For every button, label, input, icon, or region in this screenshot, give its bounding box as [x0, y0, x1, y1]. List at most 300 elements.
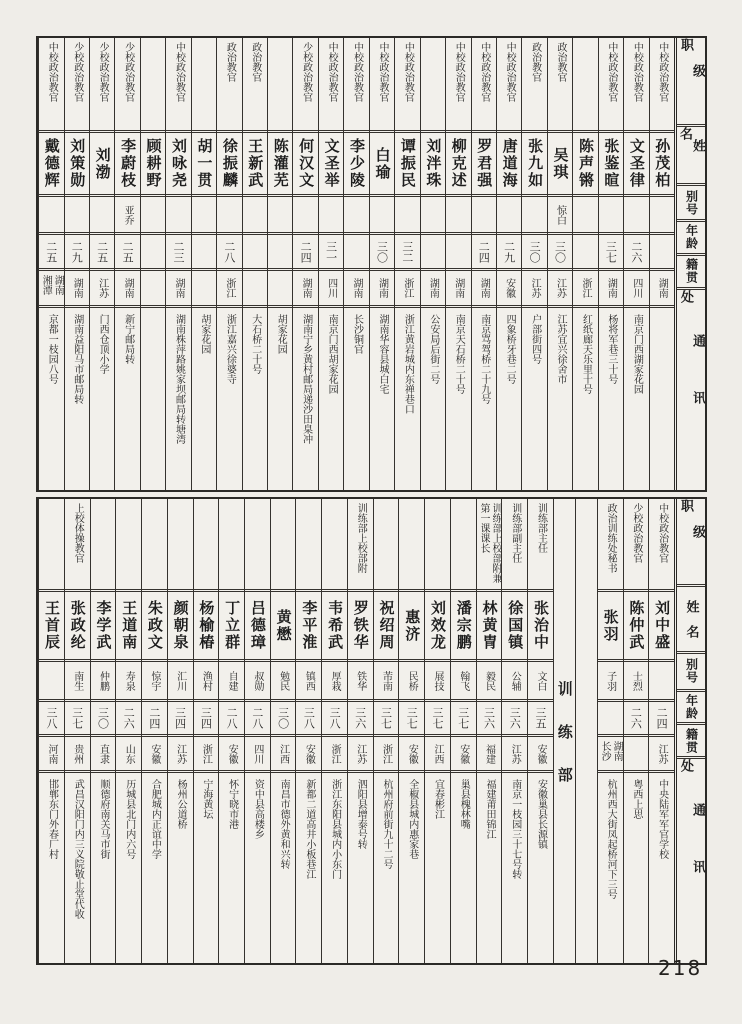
person-name-cell: 刘中盛 — [649, 592, 674, 662]
person-alias-cell — [472, 197, 496, 235]
person-origin-cell: 湖南 — [446, 271, 470, 308]
person-address-cell: 安徽巢县长源镇 — [535, 779, 547, 849]
person-address-cell: 新都二道高井小板巷江 — [303, 779, 315, 879]
person-rank-cell — [141, 38, 165, 133]
person-age-cell: 三七 — [599, 235, 623, 271]
header-column — [674, 499, 705, 963]
person-alias-cell: 渔村 — [194, 662, 219, 702]
person-age-cell: 三六 — [348, 702, 373, 737]
person-alias-cell: 仲鹏 — [91, 662, 116, 702]
person-column-17 — [244, 499, 270, 963]
person-name-cell: 刘渤 — [90, 133, 114, 197]
person-age-cell: 二六 — [624, 702, 649, 737]
person-alias-cell — [649, 662, 674, 702]
person-name-cell: 潘宗鹏 — [451, 592, 476, 662]
person-name-cell: 张九如 — [522, 133, 546, 197]
person-address-cell: 南京门西胡家花园 — [326, 314, 338, 394]
person-alias-cell — [141, 197, 165, 235]
header-origin-label: 籍贯 — [677, 725, 705, 759]
person-rank-cell: 政治教官 — [217, 38, 241, 133]
person-origin-cell: 四川 — [624, 271, 648, 308]
person-rank-cell: 中校政治教官 — [370, 38, 394, 133]
person-column-22 — [115, 499, 141, 963]
person-age-cell — [573, 235, 597, 271]
person-name-cell: 徐国镇 — [502, 592, 527, 662]
person-rank-cell: 上校体操教官 — [65, 499, 90, 592]
person-name-cell: 林黄冑 — [477, 592, 502, 662]
person-origin-cell: 浙江 — [322, 737, 347, 773]
header-age-label: 年龄 — [677, 692, 705, 725]
person-address-cell: 杨将军巷三十号 — [605, 314, 617, 384]
person-column-2 — [623, 499, 649, 963]
person-age-cell: 三四 — [194, 702, 219, 737]
person-alias-cell — [39, 197, 63, 235]
person-age-cell — [268, 235, 292, 271]
person-column-17 — [242, 38, 267, 490]
person-alias-cell: 士烈 — [624, 662, 649, 702]
person-origin-cell: 湖南 — [115, 271, 139, 308]
person-age-cell: 三〇 — [370, 235, 394, 271]
person-address-cell — [141, 308, 165, 490]
person-alias-cell: 惊宇 — [142, 662, 167, 702]
person-address-cell: 浙江黄岩城内东禅巷口 — [402, 314, 414, 414]
person-origin-cell: 安徽 — [528, 737, 553, 773]
person-age-cell — [421, 235, 445, 271]
person-origin-cell: 贵州 — [65, 737, 90, 773]
header-origin-label: 籍贯 — [677, 256, 705, 291]
roster-table-bottom — [36, 497, 707, 965]
person-origin-cell: 湖南 — [421, 271, 445, 308]
person-rank-cell — [91, 499, 116, 592]
person-rank-cell: 中校政治教官 — [166, 38, 190, 133]
person-origin-cell — [192, 271, 216, 308]
person-rank-cell: 中校政治教官 — [599, 38, 623, 133]
person-address-cell: 四象桥牙巷二号 — [504, 314, 516, 384]
person-rank-cell: 政治教官 — [243, 38, 267, 133]
person-age-cell: 三〇 — [271, 702, 296, 737]
person-age-cell: 三六 — [477, 702, 502, 737]
person-alias-cell: 展技 — [425, 662, 450, 702]
person-column-20 — [165, 38, 190, 490]
person-name-cell: 祝绍周 — [374, 592, 399, 662]
person-address-cell: 南昌市德外黄和兴转 — [278, 779, 290, 869]
person-name-cell: 刘咏尧 — [166, 133, 190, 197]
person-age-cell: 二五 — [115, 235, 139, 271]
person-column-10 — [424, 499, 450, 963]
person-origin-cell: 浙江 — [395, 271, 419, 308]
person-age-cell: 三七 — [425, 702, 450, 737]
person-column-7 — [501, 499, 527, 963]
person-name-cell: 朱政文 — [142, 592, 167, 662]
person-age-cell: 三〇 — [548, 235, 572, 271]
person-name-cell: 李少陵 — [344, 133, 368, 197]
person-address-cell: 新宁邮局转 — [122, 314, 134, 364]
person-rank-cell — [271, 499, 296, 592]
person-column-21 — [141, 499, 167, 963]
person-alias-cell — [370, 197, 394, 235]
person-age-cell: 三七 — [399, 702, 424, 737]
person-name-cell: 柳克述 — [446, 133, 470, 197]
person-rank-cell: 少校政治教官 — [65, 38, 89, 133]
person-address-cell: 杭州西大街凤起桥河下三号 — [605, 779, 617, 899]
person-name-cell: 李平淮 — [296, 592, 321, 662]
person-rank-cell: 训练部主任 — [528, 499, 553, 592]
person-age-cell: 二八 — [219, 702, 244, 737]
person-age-cell: 二九 — [65, 235, 89, 271]
person-origin-cell: 安徽 — [399, 737, 424, 773]
person-name-cell: 张治中 — [528, 592, 553, 662]
person-alias-cell — [522, 197, 546, 235]
person-alias-cell: 亚乔 — [115, 197, 139, 235]
person-name-cell: 白瑜 — [370, 133, 394, 197]
person-address-cell: 长沙铜官 — [351, 314, 363, 354]
person-alias-cell: 翰飞 — [451, 662, 476, 702]
person-column-4 — [572, 38, 597, 490]
person-age-cell: 三〇 — [91, 702, 116, 737]
person-rank-cell: 中校政治教官 — [395, 38, 419, 133]
person-name-cell: 孙茂柏 — [650, 133, 674, 197]
person-origin-cell: 湖南 — [370, 271, 394, 308]
person-alias-cell — [217, 197, 241, 235]
person-alias-cell — [421, 197, 445, 235]
person-address-cell: 粤西上思 — [630, 779, 642, 819]
person-address-cell: 顺德府南关马市街 — [97, 779, 109, 859]
person-name-cell: 戴德辉 — [39, 133, 63, 197]
person-age-cell: 三五 — [528, 702, 553, 737]
person-rank-cell: 训练部上校部附兼第一课课长 — [477, 499, 502, 592]
person-origin-cell: 江苏 — [649, 737, 674, 773]
person-age-cell: 三八 — [322, 702, 347, 737]
person-origin-cell: 安徽 — [142, 737, 167, 773]
person-alias-cell: 公辅 — [502, 662, 527, 702]
person-name-cell: 韦希武 — [322, 592, 347, 662]
person-column-23 — [90, 499, 116, 963]
person-alias-cell — [65, 197, 89, 235]
person-age-cell — [446, 235, 470, 271]
person-name-cell: 徐振麟 — [217, 133, 241, 197]
person-rank-cell: 中校政治教官 — [472, 38, 496, 133]
person-column-11 — [394, 38, 419, 490]
person-age-cell — [650, 235, 674, 271]
person-name-cell: 吴琪 — [548, 133, 572, 197]
person-age-cell: 二四 — [472, 235, 496, 271]
page-number: 218 — [658, 956, 703, 980]
person-age-cell: 三四 — [168, 702, 193, 737]
person-origin-cell: 江西 — [425, 737, 450, 773]
person-name-cell: 刘效龙 — [425, 592, 450, 662]
person-alias-cell — [497, 197, 521, 235]
person-origin-cell: 江苏 — [348, 737, 373, 773]
person-alias-cell: 厚栽 — [322, 662, 347, 702]
person-address-cell: 浙江东阳县城内小东门 — [329, 779, 341, 879]
header-age-label: 年龄 — [677, 222, 705, 256]
person-origin-cell: 湖南 — [344, 271, 368, 308]
person-origin-cell: 湖南 — [65, 271, 89, 308]
person-age-cell: 二六 — [116, 702, 141, 737]
person-age-cell: 三七 — [374, 702, 399, 737]
person-alias-cell — [39, 662, 64, 702]
person-origin-cell: 山东 — [116, 737, 141, 773]
person-rank-cell — [219, 499, 244, 592]
person-name-cell: 陈灌芜 — [268, 133, 292, 197]
person-rank-cell: 中校政治教官 — [344, 38, 368, 133]
person-origin-cell — [243, 271, 267, 308]
person-origin-cell: 江苏 — [168, 737, 193, 773]
person-alias-cell — [166, 197, 190, 235]
person-age-cell: 二五 — [39, 235, 63, 271]
person-address-cell: 历城县北门内六号 — [123, 779, 135, 859]
person-origin-cell: 湖南 — [650, 271, 674, 308]
person-address-cell: 湖南华容县城白宅 — [376, 314, 388, 394]
person-age-cell — [598, 702, 623, 737]
person-column-13 — [343, 38, 368, 490]
person-origin-cell — [141, 271, 165, 308]
person-name-cell: 颜朝泉 — [168, 592, 193, 662]
person-address-cell: 杨州公道桥 — [175, 779, 187, 829]
person-origin-cell: 江西 — [271, 737, 296, 773]
person-address-cell: 合肥城内正谊中学 — [149, 779, 161, 859]
person-name-cell: 唐道海 — [497, 133, 521, 197]
person-rank-cell: 中校政治教官 — [39, 38, 63, 133]
person-column-7 — [496, 38, 521, 490]
person-rank-cell: 政治训练处秘书 — [598, 499, 623, 592]
person-rank-cell — [451, 499, 476, 592]
person-name-cell: 李学武 — [91, 592, 116, 662]
person-address-cell: 南京门西湖家花园 — [631, 314, 643, 394]
person-column-9 — [450, 499, 476, 963]
person-age-cell: 三八 — [39, 702, 64, 737]
person-rank-cell — [142, 499, 167, 592]
person-age-cell: 二四 — [142, 702, 167, 737]
person-column-1 — [648, 499, 674, 963]
person-origin-cell: 四川 — [245, 737, 270, 773]
person-alias-cell: 汇川 — [168, 662, 193, 702]
person-name-cell: 胡一贯 — [192, 133, 216, 197]
person-address-cell: 胡家花园 — [198, 314, 210, 354]
person-alias-cell — [344, 197, 368, 235]
person-alias-cell: 民桥 — [399, 662, 424, 702]
person-name-cell: 王新武 — [243, 133, 267, 197]
person-address-cell: 宜春彬江 — [432, 779, 444, 819]
person-name-cell: 谭振民 — [395, 133, 419, 197]
person-age-cell: 二八 — [245, 702, 270, 737]
person-name-cell: 刘策勋 — [65, 133, 89, 197]
person-address-cell: 户部街四号 — [529, 314, 541, 364]
person-alias-cell — [650, 197, 674, 235]
person-alias-cell: 自建 — [219, 662, 244, 702]
person-column-3 — [598, 38, 623, 490]
person-rank-cell: 中校政治教官 — [650, 38, 674, 133]
person-alias-cell — [319, 197, 343, 235]
person-address-cell: 怀宁晓市港 — [226, 779, 238, 829]
person-origin-cell: 浙江 — [217, 271, 241, 308]
person-address-cell: 全椒县城内惠家巷 — [406, 779, 418, 859]
person-column-15 — [292, 38, 317, 490]
person-name-cell: 文圣律 — [624, 133, 648, 197]
person-name-cell: 陈仲武 — [624, 592, 649, 662]
person-rank-cell: 少校政治教官 — [90, 38, 114, 133]
person-column-18 — [218, 499, 244, 963]
person-column-18 — [216, 38, 241, 490]
person-alias-cell: 子羽 — [598, 662, 623, 702]
person-age-cell: 二四 — [649, 702, 674, 737]
person-alias-cell: 镇西 — [296, 662, 321, 702]
person-rank-cell — [268, 38, 292, 133]
person-column-16 — [270, 499, 296, 963]
person-origin-cell: 江苏 — [522, 271, 546, 308]
person-origin-cell: 安徽 — [451, 737, 476, 773]
person-column-14 — [318, 38, 343, 490]
person-rank-cell — [296, 499, 321, 592]
person-column-8 — [471, 38, 496, 490]
person-origin-cell — [624, 737, 649, 773]
person-column-22 — [114, 38, 139, 490]
person-rank-cell — [425, 499, 450, 592]
person-rank-cell: 中校政治教官 — [446, 38, 470, 133]
person-column-25 — [38, 499, 64, 963]
person-origin-cell: 湖南 — [293, 271, 317, 308]
person-rank-cell — [399, 499, 424, 592]
person-alias-cell: 勉民 — [271, 662, 296, 702]
person-column-5 — [547, 38, 572, 490]
person-address-cell — [650, 308, 674, 490]
person-name-cell: 张鉴暄 — [599, 133, 623, 197]
person-origin-cell — [268, 271, 292, 308]
person-address-cell: 杭州府前街九十二号 — [381, 779, 393, 869]
person-age-cell — [344, 235, 368, 271]
person-address-cell: 大石桥二十号 — [249, 314, 261, 374]
person-age-cell — [192, 235, 216, 271]
header-alias-label: 别号 — [677, 186, 705, 222]
person-column-25 — [38, 38, 63, 490]
person-age-cell: 二五 — [90, 235, 114, 271]
person-column-10 — [420, 38, 445, 490]
person-address-cell: 宁海黄坛 — [200, 779, 212, 819]
person-alias-cell — [293, 197, 317, 235]
person-column-19 — [191, 38, 216, 490]
person-age-cell: 三七 — [451, 702, 476, 737]
person-age-cell: 三七 — [65, 702, 90, 737]
person-address-cell: 公安局后街二号 — [427, 314, 439, 384]
person-column-3 — [597, 499, 623, 963]
person-rank-cell: 少校政治教官 — [293, 38, 317, 133]
header-name-label: 姓名 — [677, 127, 705, 187]
person-rank-cell — [245, 499, 270, 592]
person-name-cell: 丁立群 — [219, 592, 244, 662]
person-column-15 — [295, 499, 321, 963]
person-age-cell: 二四 — [293, 235, 317, 271]
person-column-21 — [140, 38, 165, 490]
person-alias-cell — [599, 197, 623, 235]
person-alias-cell: 铁华 — [348, 662, 373, 702]
person-address-cell: 巢县槐林嘴 — [458, 779, 470, 829]
person-origin-cell: 湖南长沙 — [598, 737, 623, 773]
person-age-cell: 三八 — [296, 702, 321, 737]
person-address-cell: 武昌汉阳门内三义院敬止堂代收 — [72, 779, 84, 919]
person-alias-cell — [624, 197, 648, 235]
person-rank-cell — [168, 499, 193, 592]
person-age-cell: 三二 — [395, 235, 419, 271]
person-address-cell: 湖南株萍路姚家坝邮局转塘湾 — [173, 314, 185, 444]
person-alias-cell: 叔勋 — [245, 662, 270, 702]
person-rank-cell: 政治教官 — [522, 38, 546, 133]
person-name-cell: 何汉文 — [293, 133, 317, 197]
person-rank-cell: 中校政治教官 — [497, 38, 521, 133]
person-name-cell: 李蔚枝 — [115, 133, 139, 197]
person-address-cell: 南京天石桥二十号 — [453, 314, 465, 394]
person-alias-cell — [573, 197, 597, 235]
person-name-cell: 陈声锵 — [573, 133, 597, 197]
header-address-label: 通讯处 — [678, 759, 705, 918]
person-origin-cell: 江苏 — [90, 271, 114, 308]
person-origin-cell: 浙江 — [194, 737, 219, 773]
person-address-cell: 胡家花园 — [275, 314, 287, 354]
person-alias-cell: 寿泉 — [116, 662, 141, 702]
person-origin-cell: 浙江 — [374, 737, 399, 773]
section-divider-column — [553, 499, 575, 963]
person-alias-cell: 惊白 — [548, 197, 572, 235]
header-name-label: 姓名 — [677, 587, 705, 653]
person-column-23 — [89, 38, 114, 490]
person-column-19 — [193, 499, 219, 963]
person-name-cell: 张羽 — [598, 592, 623, 662]
person-rank-cell: 中校政治教官 — [319, 38, 343, 133]
person-name-cell: 王道南 — [116, 592, 141, 662]
person-column-9 — [445, 38, 470, 490]
person-age-cell: 二九 — [497, 235, 521, 271]
person-origin-cell: 湖南 — [472, 271, 496, 308]
person-address-cell: 泗阳县增泰号转 — [355, 779, 367, 849]
person-rank-cell — [322, 499, 347, 592]
person-column-6 — [521, 38, 546, 490]
person-address-cell: 湖南益阳马市邮局转 — [71, 314, 83, 404]
person-origin-cell: 安徽 — [497, 271, 521, 308]
person-age-cell: 三〇 — [522, 235, 546, 271]
person-origin-cell: 四川 — [319, 271, 343, 308]
person-column-14 — [321, 499, 347, 963]
person-address-cell: 南京一枝园三十七号转 — [509, 779, 521, 879]
person-age-cell: 三一 — [319, 235, 343, 271]
person-column-8 — [476, 499, 502, 963]
person-address-cell: 邯郸东门外春厂村 — [46, 779, 58, 859]
person-column-24 — [64, 499, 90, 963]
person-alias-cell — [395, 197, 419, 235]
person-name-cell: 王首辰 — [39, 592, 64, 662]
person-age-cell — [243, 235, 267, 271]
person-origin-cell: 直隶 — [91, 737, 116, 773]
person-column-2 — [623, 38, 648, 490]
person-age-cell: 二六 — [624, 235, 648, 271]
person-column-1 — [649, 38, 674, 490]
person-name-cell: 杨榆椿 — [194, 592, 219, 662]
person-alias-cell — [268, 197, 292, 235]
person-rank-cell: 政治教官 — [548, 38, 572, 133]
person-address-cell: 福建莆田锦江 — [483, 779, 495, 839]
person-address-cell: 红纸廊天乐里十号 — [580, 314, 592, 394]
person-origin-cell: 湖南 — [166, 271, 190, 308]
person-rank-cell: 训练部副主任 — [502, 499, 527, 592]
person-name-cell: 顾耕野 — [141, 133, 165, 197]
person-rank-cell — [116, 499, 141, 592]
person-rank-cell: 少校政治教官 — [624, 499, 649, 592]
empty-column — [575, 499, 597, 963]
person-alias-cell: 毅民 — [477, 662, 502, 702]
person-address-cell: 南京骂驾桥二十九号 — [478, 314, 490, 404]
person-rank-cell — [39, 499, 64, 592]
person-rank-cell: 少校政治教官 — [115, 38, 139, 133]
person-origin-cell: 湖南湘潭 — [39, 271, 63, 308]
person-alias-cell — [90, 197, 114, 235]
